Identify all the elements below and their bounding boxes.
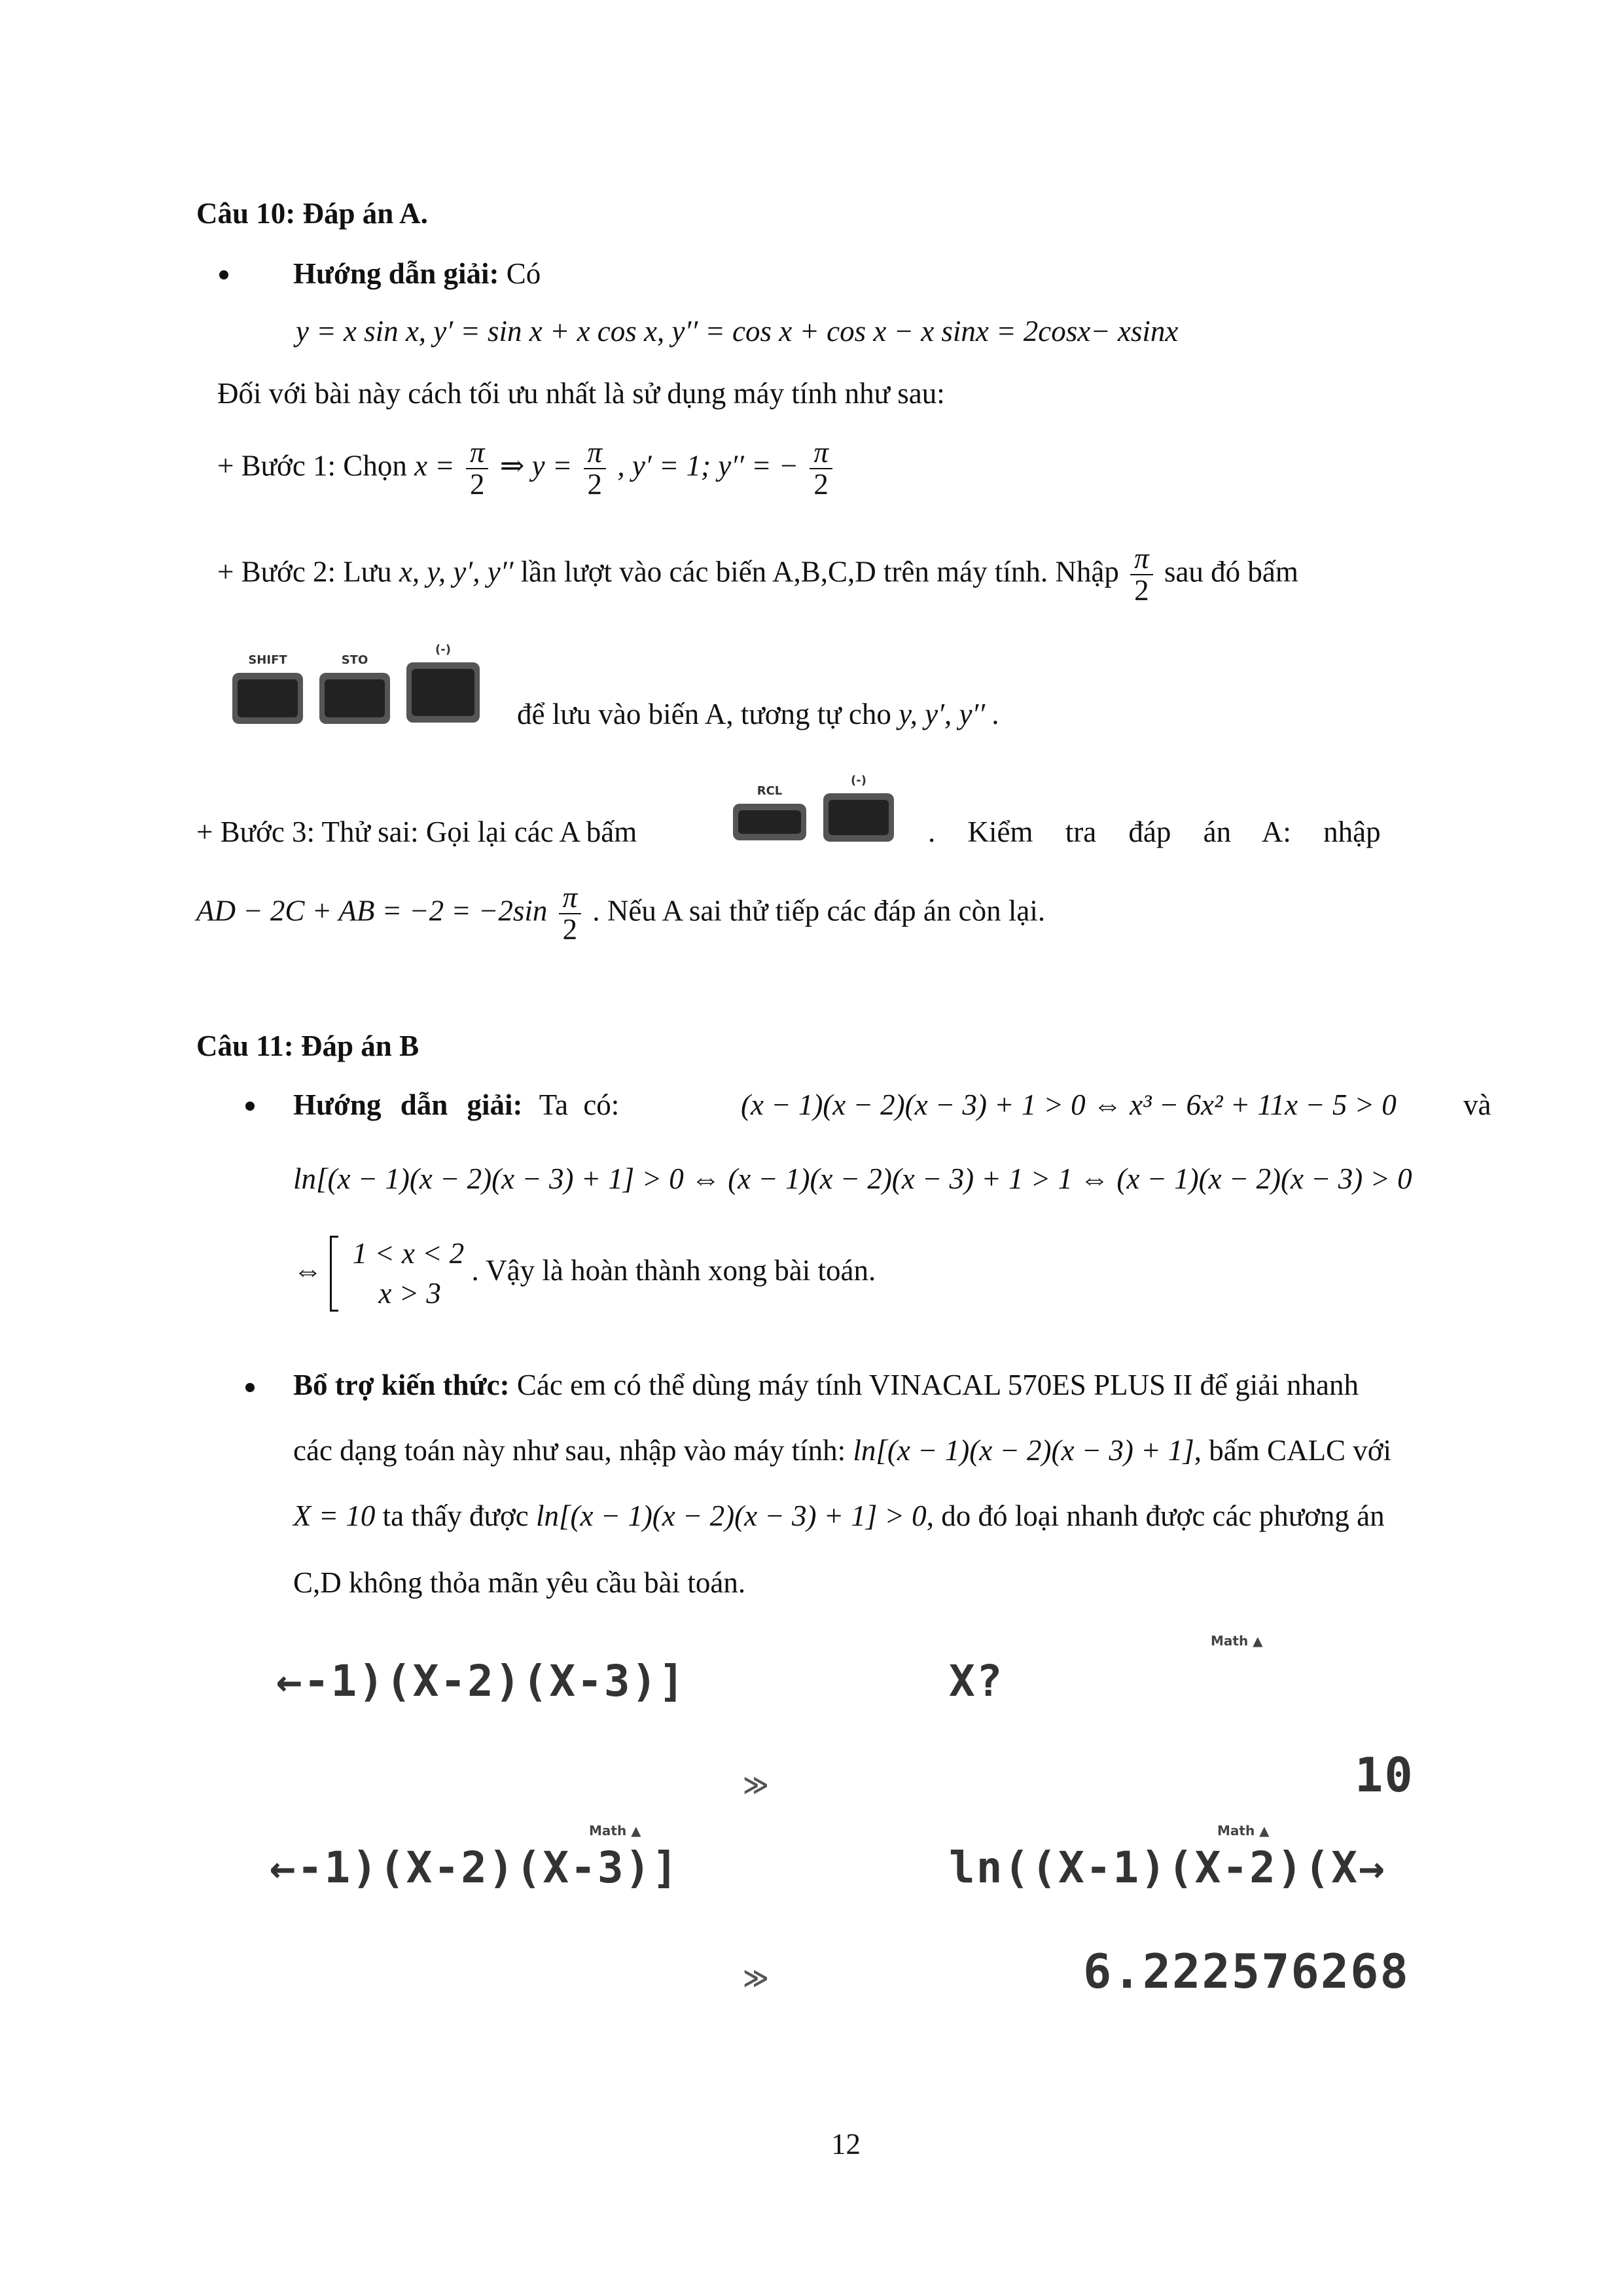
fraction-pi-over-2 (810, 437, 832, 501)
step1-prefix: + Bước 1: Chọn (217, 449, 407, 482)
frac-num: π (559, 882, 582, 914)
step1-derivatives: , y′ = 1; y′′ = − (617, 449, 799, 482)
frac-den: 2 (562, 913, 578, 946)
frac-num: π (584, 437, 607, 469)
step1-y: ⇒ y = (499, 449, 573, 482)
q11-support-line1 (293, 1368, 1359, 1402)
fraction-pi-over-2 (584, 437, 607, 501)
sto-key-icon (319, 653, 390, 724)
calc-screen-expression: ln((X-1)(X-2)(X→ (949, 1842, 1386, 1893)
q11-support-line2 (293, 1433, 1391, 1467)
q10-hint-text: Có (506, 257, 541, 290)
rcl-key-icon (733, 784, 806, 840)
q10-intro: Đối với bài này cách tối ưu nhất là sử dụng máy tính như sau: (217, 377, 945, 410)
support-line2-text: các dạng toán này như sau, nhập vào máy tính: (293, 1434, 846, 1467)
negative-key-icon (406, 643, 480, 723)
q10-title: Câu 10: Đáp án A. (196, 197, 428, 230)
q10-step3-suffix: . Kiểm tra đáp án A: nhập (928, 816, 1381, 848)
case-bracket (330, 1236, 338, 1312)
frac-den: 2 (587, 468, 603, 501)
math-indicator: Math ▲ (1217, 1823, 1270, 1839)
case-suffix: . Vậy là hoàn thành xong bài toán. (471, 1254, 876, 1287)
calc-screen-expression: ←-1)(X-2)(X-3)] (270, 1842, 680, 1893)
page-number: 12 (831, 2128, 861, 2161)
frac-den: 2 (1134, 574, 1149, 607)
fraction-pi-over-2 (1130, 543, 1153, 607)
q11-eq1: (x − 1)(x − 2)(x − 3) + 1 > 0 ⇔ x³ − 6x² + 11x − 5 > 0 (741, 1088, 1397, 1121)
key-label: STO (341, 653, 368, 667)
math-indicator: Math ▲ (1211, 1633, 1263, 1649)
q10-hint-label: Hướng dẫn giải: (293, 257, 499, 290)
q10-check (196, 882, 1045, 946)
frac-num: π (810, 437, 832, 469)
fraction-pi-over-2 (559, 882, 582, 946)
bullet-icon (245, 1383, 255, 1392)
right-arrow-icon: ≫ (743, 1770, 769, 1799)
q11-hint-label: Hướng dẫn giải: (293, 1088, 523, 1121)
step2-suffix: sau đó bấm (1164, 555, 1298, 588)
case-stack (353, 1234, 465, 1314)
calc-screen-result: 6.222576268 (1083, 1944, 1410, 1999)
q11-and: và (1463, 1088, 1491, 1121)
q11-title: Câu 11: Đáp án B (196, 1030, 419, 1062)
q11-support-line3 (293, 1499, 1385, 1533)
support-text: Các em có thể dùng máy tính VINACAL 570ES PLUS II để giải nhanh (516, 1369, 1359, 1401)
key-label: (-) (435, 643, 451, 656)
support-line3-var: X = 10 (293, 1499, 376, 1532)
q11-cases (293, 1234, 876, 1314)
frac-den: 2 (469, 468, 485, 501)
step2-vars: x, y, y′, y′′ (399, 555, 514, 588)
math-indicator: Math ▲ (589, 1823, 641, 1839)
keys-text: để lưu vào biến A, tương tự cho (517, 698, 891, 730)
frac-den: 2 (813, 468, 829, 501)
q10-step1 (217, 437, 836, 501)
support-line3-tail: , do đó loại nhanh được các phương án (926, 1499, 1385, 1532)
bullet-icon (219, 270, 228, 279)
q11-eq2: ln[(x − 1)(x − 2)(x − 3) + 1] > 0 ⇔ (x − 1)(x − 2)(x − 3) + 1 > 1 ⇔ (x − 1)(x − 2)(x − 3) > 0 (293, 1162, 1412, 1195)
key-label: (-) (851, 774, 866, 787)
frac-num: π (466, 437, 489, 469)
bullet-icon (245, 1102, 255, 1111)
step2-text: lần lượt vào các biến A,B,C,D trên máy tính. Nhập (520, 555, 1119, 588)
support-label: Bổ trợ kiến thức: (293, 1369, 510, 1401)
q10-step2 (217, 543, 1298, 607)
support-line2-expr: ln[(x − 1)(x − 2)(x − 3) + 1] (853, 1434, 1194, 1467)
step2-prefix: + Bước 2: Lưu (217, 555, 392, 588)
q10-keys-text (517, 697, 1000, 731)
q11-support-line4: C,D không thỏa mãn yêu cầu bài toán. (293, 1566, 746, 1599)
q10-formula: y = x sin x, y′ = sin x + x cos x, y′′ = cos x + cos x − x sinx = 2cosx− xsinx (296, 315, 1179, 348)
frac-num: π (1130, 543, 1153, 575)
calc-screen-value: 10 (1355, 1748, 1414, 1803)
case-arrow: ⇔ (293, 1254, 323, 1287)
right-arrow-icon: ≫ (743, 1964, 769, 1992)
q11-hint-text: Ta có: (539, 1088, 620, 1121)
case-2: x > 3 (378, 1276, 441, 1310)
check-suffix: . Nếu A sai thử tiếp các đáp án còn lại. (592, 894, 1046, 927)
key-label: RCL (757, 784, 783, 798)
check-expr: AD − 2C + AB = −2 = −2sin (196, 894, 548, 927)
support-line3-text: ta thấy được (382, 1499, 529, 1532)
keys-vars: y, y′, y′′ . (899, 698, 1000, 730)
case-1: 1 < x < 2 (352, 1237, 465, 1270)
support-line3-expr: ln[(x − 1)(x − 2)(x − 3) + 1] > 0 (535, 1499, 927, 1532)
key-label: SHIFT (248, 653, 287, 667)
step1-x: x = (414, 449, 455, 482)
calc-screen-prompt: X? (949, 1656, 1004, 1706)
negative-key-icon (823, 774, 894, 842)
q11-hint (293, 1088, 619, 1122)
support-line2-calc: , bấm CALC với (1194, 1434, 1392, 1467)
fraction-pi-over-2 (466, 437, 489, 501)
shift-key-icon (232, 653, 303, 724)
q10-hint (293, 257, 541, 291)
q10-step3-prefix: + Bước 3: Thử sai: Gọi lại các A bấm (196, 816, 637, 848)
calc-screen-expression: ←-1)(X-2)(X-3)] (276, 1656, 687, 1706)
